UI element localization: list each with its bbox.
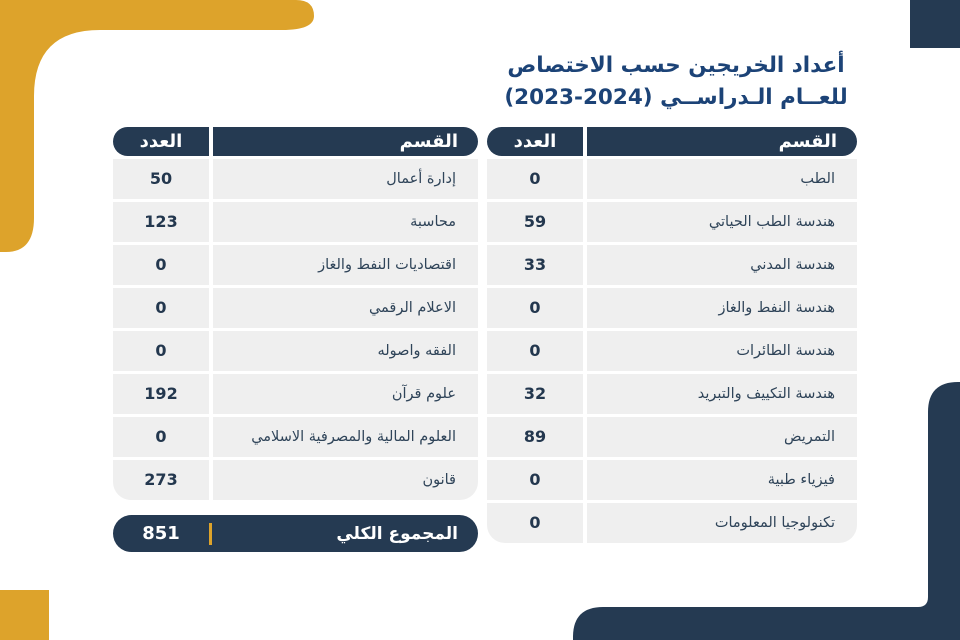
- gold-bottom-square: [0, 590, 49, 640]
- count-cell: 0: [113, 288, 209, 328]
- navy-corner-square: [910, 0, 960, 48]
- department-cell: علوم قرآن: [213, 374, 478, 414]
- graduates-table-medical: [487, 127, 857, 546]
- table-header: [487, 127, 857, 156]
- count-cell: 33: [487, 245, 583, 285]
- table-row: [487, 503, 857, 543]
- header-count: العدد: [487, 127, 583, 156]
- department-cell: هندسة الطائرات: [587, 331, 857, 371]
- table-row: [487, 245, 857, 285]
- header-count: العدد: [113, 127, 209, 156]
- table-row: [113, 417, 478, 457]
- count-cell: 0: [113, 245, 209, 285]
- department-cell: العلوم المالية والمصرفية الاسلامي: [213, 417, 478, 457]
- department-cell: التمريض: [587, 417, 857, 457]
- grand-total-row: [113, 515, 478, 552]
- count-cell: 50: [113, 159, 209, 199]
- count-cell: 0: [487, 159, 583, 199]
- grand-total-label: المجموع الكلي: [336, 523, 458, 544]
- table-row: [487, 202, 857, 242]
- table-row: [113, 460, 478, 500]
- table-row: [113, 288, 478, 328]
- table-row: [113, 202, 478, 242]
- table-row: [487, 374, 857, 414]
- table-row: [487, 417, 857, 457]
- table-row: [113, 374, 478, 414]
- table-row: [487, 288, 857, 328]
- count-cell: 0: [487, 460, 583, 500]
- graduates-table-humanities: [113, 127, 478, 503]
- page-title: [494, 50, 858, 115]
- count-cell: 192: [113, 374, 209, 414]
- count-cell: 0: [113, 417, 209, 457]
- department-cell: الطب: [587, 159, 857, 199]
- table-row: [487, 460, 857, 500]
- department-cell: اقتصاديات النفط والغاز: [213, 245, 478, 285]
- table-row: [113, 159, 478, 199]
- department-cell: إدارة أعمال: [213, 159, 478, 199]
- count-cell: 0: [487, 331, 583, 371]
- department-cell: الفقه واصوله: [213, 331, 478, 371]
- table-row: [113, 245, 478, 285]
- header-department: القسم: [213, 127, 478, 156]
- department-cell: فيزياء طبية: [587, 460, 857, 500]
- department-cell: هندسة المدني: [587, 245, 857, 285]
- count-cell: 123: [113, 202, 209, 242]
- count-cell: 0: [487, 503, 583, 543]
- department-cell: محاسبة: [213, 202, 478, 242]
- header-department: القسم: [587, 127, 857, 156]
- table-row: [487, 159, 857, 199]
- count-cell: 59: [487, 202, 583, 242]
- table-row: [487, 331, 857, 371]
- department-cell: هندسة التكييف والتبريد: [587, 374, 857, 414]
- table-row: [113, 331, 478, 371]
- department-cell: تكنولوجيا المعلومات: [587, 503, 857, 543]
- count-cell: 32: [487, 374, 583, 414]
- count-cell: 0: [113, 331, 209, 371]
- department-cell: الاعلام الرقمي: [213, 288, 478, 328]
- table-header: [113, 127, 478, 156]
- count-cell: 0: [487, 288, 583, 328]
- count-cell: 89: [487, 417, 583, 457]
- grand-total-value: 851: [142, 523, 180, 544]
- count-cell: 273: [113, 460, 209, 500]
- title-line-1: أعداد الخريجين حسب الاختصاص: [507, 53, 845, 78]
- title-line-2: للعــام الـدراســي (2024-2023): [504, 85, 848, 111]
- department-cell: هندسة النفط والغاز: [587, 288, 857, 328]
- department-cell: قانون: [213, 460, 478, 500]
- department-cell: هندسة الطب الحياتي: [587, 202, 857, 242]
